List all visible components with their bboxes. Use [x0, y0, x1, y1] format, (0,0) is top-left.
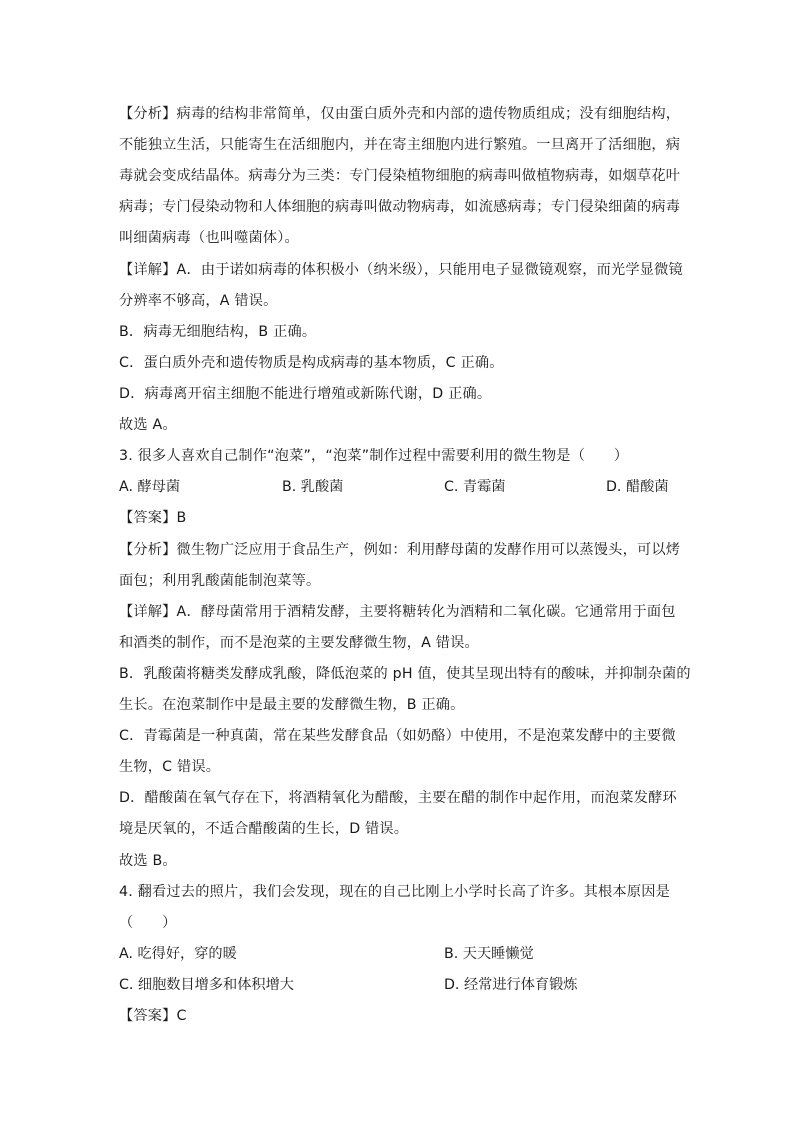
- q3-option-d: D. 醋酸菌: [606, 479, 669, 495]
- q4-option-a: A. 吃得好，穿的暖: [119, 946, 237, 962]
- q3-detail-line-2: 和酒类的制作，而不是泡菜的主要发酵微生物，A 错误。: [119, 635, 479, 651]
- q4-option-b: B. 天天睡懒觉: [444, 946, 534, 962]
- question-4-stem-line-2: （ ）: [119, 915, 177, 931]
- analysis-line-2: 不能独立生活，只能寄生在活细胞内，并在寄主细胞内进行繁殖。一旦离开了活细胞，病: [119, 137, 681, 153]
- question-4-stem-line-1: 4. 翻看过去的照片，我们会发现，现在的自己比刚上小学时长高了许多。其根本原因是: [119, 884, 670, 900]
- detail-line-1: 【详解】A．由于诺如病毒的体积极小（纳米级），只能用电子显微镜观察，而光学显微镜: [119, 262, 683, 278]
- answer-q3: 【答案】B: [119, 510, 187, 526]
- q3-detail-line-8: 境是厌氧的，不适合醋酸菌的生长，D 错误。: [119, 821, 409, 837]
- answer-q4: 【答案】C: [119, 1008, 187, 1024]
- detail-line-4: C．蛋白质外壳和遗传物质是构成病毒的基本物质，C 正确。: [119, 355, 504, 371]
- q3-detail-line-4: 生长。在泡菜制作中是最主要的发酵微生物，B 正确。: [119, 697, 465, 713]
- analysis-line-4: 病毒；专门侵染动物和人体细胞的病毒叫做动物病毒，如流感病毒；专门侵染细菌的病毒: [119, 199, 681, 215]
- q3-analysis-line-2: 面包；利用乳酸菌能制泡菜等。: [119, 573, 321, 589]
- choice-line-q2: 故选 A。: [119, 417, 177, 433]
- analysis-line-5: 叫细菌病毒（也叫噬菌体）。: [119, 230, 299, 246]
- detail-line-5: D．病毒离开宿主细胞不能进行增殖或新陈代谢，D 正确。: [119, 386, 492, 402]
- detail-line-2: 分辨率不够高，A 错误。: [119, 293, 278, 309]
- analysis-line-3: 毒就会变成结晶体。病毒分为三类：专门侵染植物细胞的病毒叫做植物病毒，如烟草花叶: [119, 168, 681, 184]
- analysis-line-1: 【分析】病毒的结构非常简单，仅由蛋白质外壳和内部的遗传物质组成；没有细胞结构，: [119, 106, 681, 122]
- question-3-stem: 3. 很多人喜欢自己制作“泡菜”，“泡菜”制作过程中需要利用的微生物是（ ）: [119, 448, 629, 464]
- q3-detail-line-6: 生物，C 错误。: [119, 759, 221, 775]
- choice-line-q3: 故选 B。: [119, 853, 177, 869]
- q3-detail-line-5: C．青霉菌是一种真菌，常在某些发酵食品（如奶酪）中使用，不是泡菜发酵中的主要微: [119, 728, 676, 744]
- q3-detail-line-3: B．乳酸菌将糖类发酵成乳酸，降低泡菜的 pH 值，使其呈现出特有的酸味，并抑制杂菌的: [119, 666, 691, 682]
- q3-option-c: C. 青霉菌: [444, 479, 506, 495]
- q3-option-b: B. 乳酸菌: [282, 479, 344, 495]
- q3-option-a: A. 酵母菌: [119, 479, 181, 495]
- detail-line-3: B．病毒无细胞结构，B 正确。: [119, 324, 317, 340]
- q4-option-d: D. 经常进行体育锻炼: [444, 977, 578, 993]
- q3-detail-line-7: D．醋酸菌在氧气存在下，将酒精氧化为醋酸，主要在醋的制作中起作用，而泡菜发酵环: [119, 790, 677, 806]
- q3-detail-line-1: 【详解】A．酵母菌常用于酒精发酵，主要将糖转化为酒精和二氧化碳。它通常用于面包: [119, 604, 676, 620]
- q4-option-c: C. 细胞数目增多和体积增大: [119, 977, 294, 993]
- q3-analysis-line-1: 【分析】微生物广泛应用于食品生产，例如：利用酵母菌的发酵作用可以蒸馒头，可以烤: [119, 542, 681, 558]
